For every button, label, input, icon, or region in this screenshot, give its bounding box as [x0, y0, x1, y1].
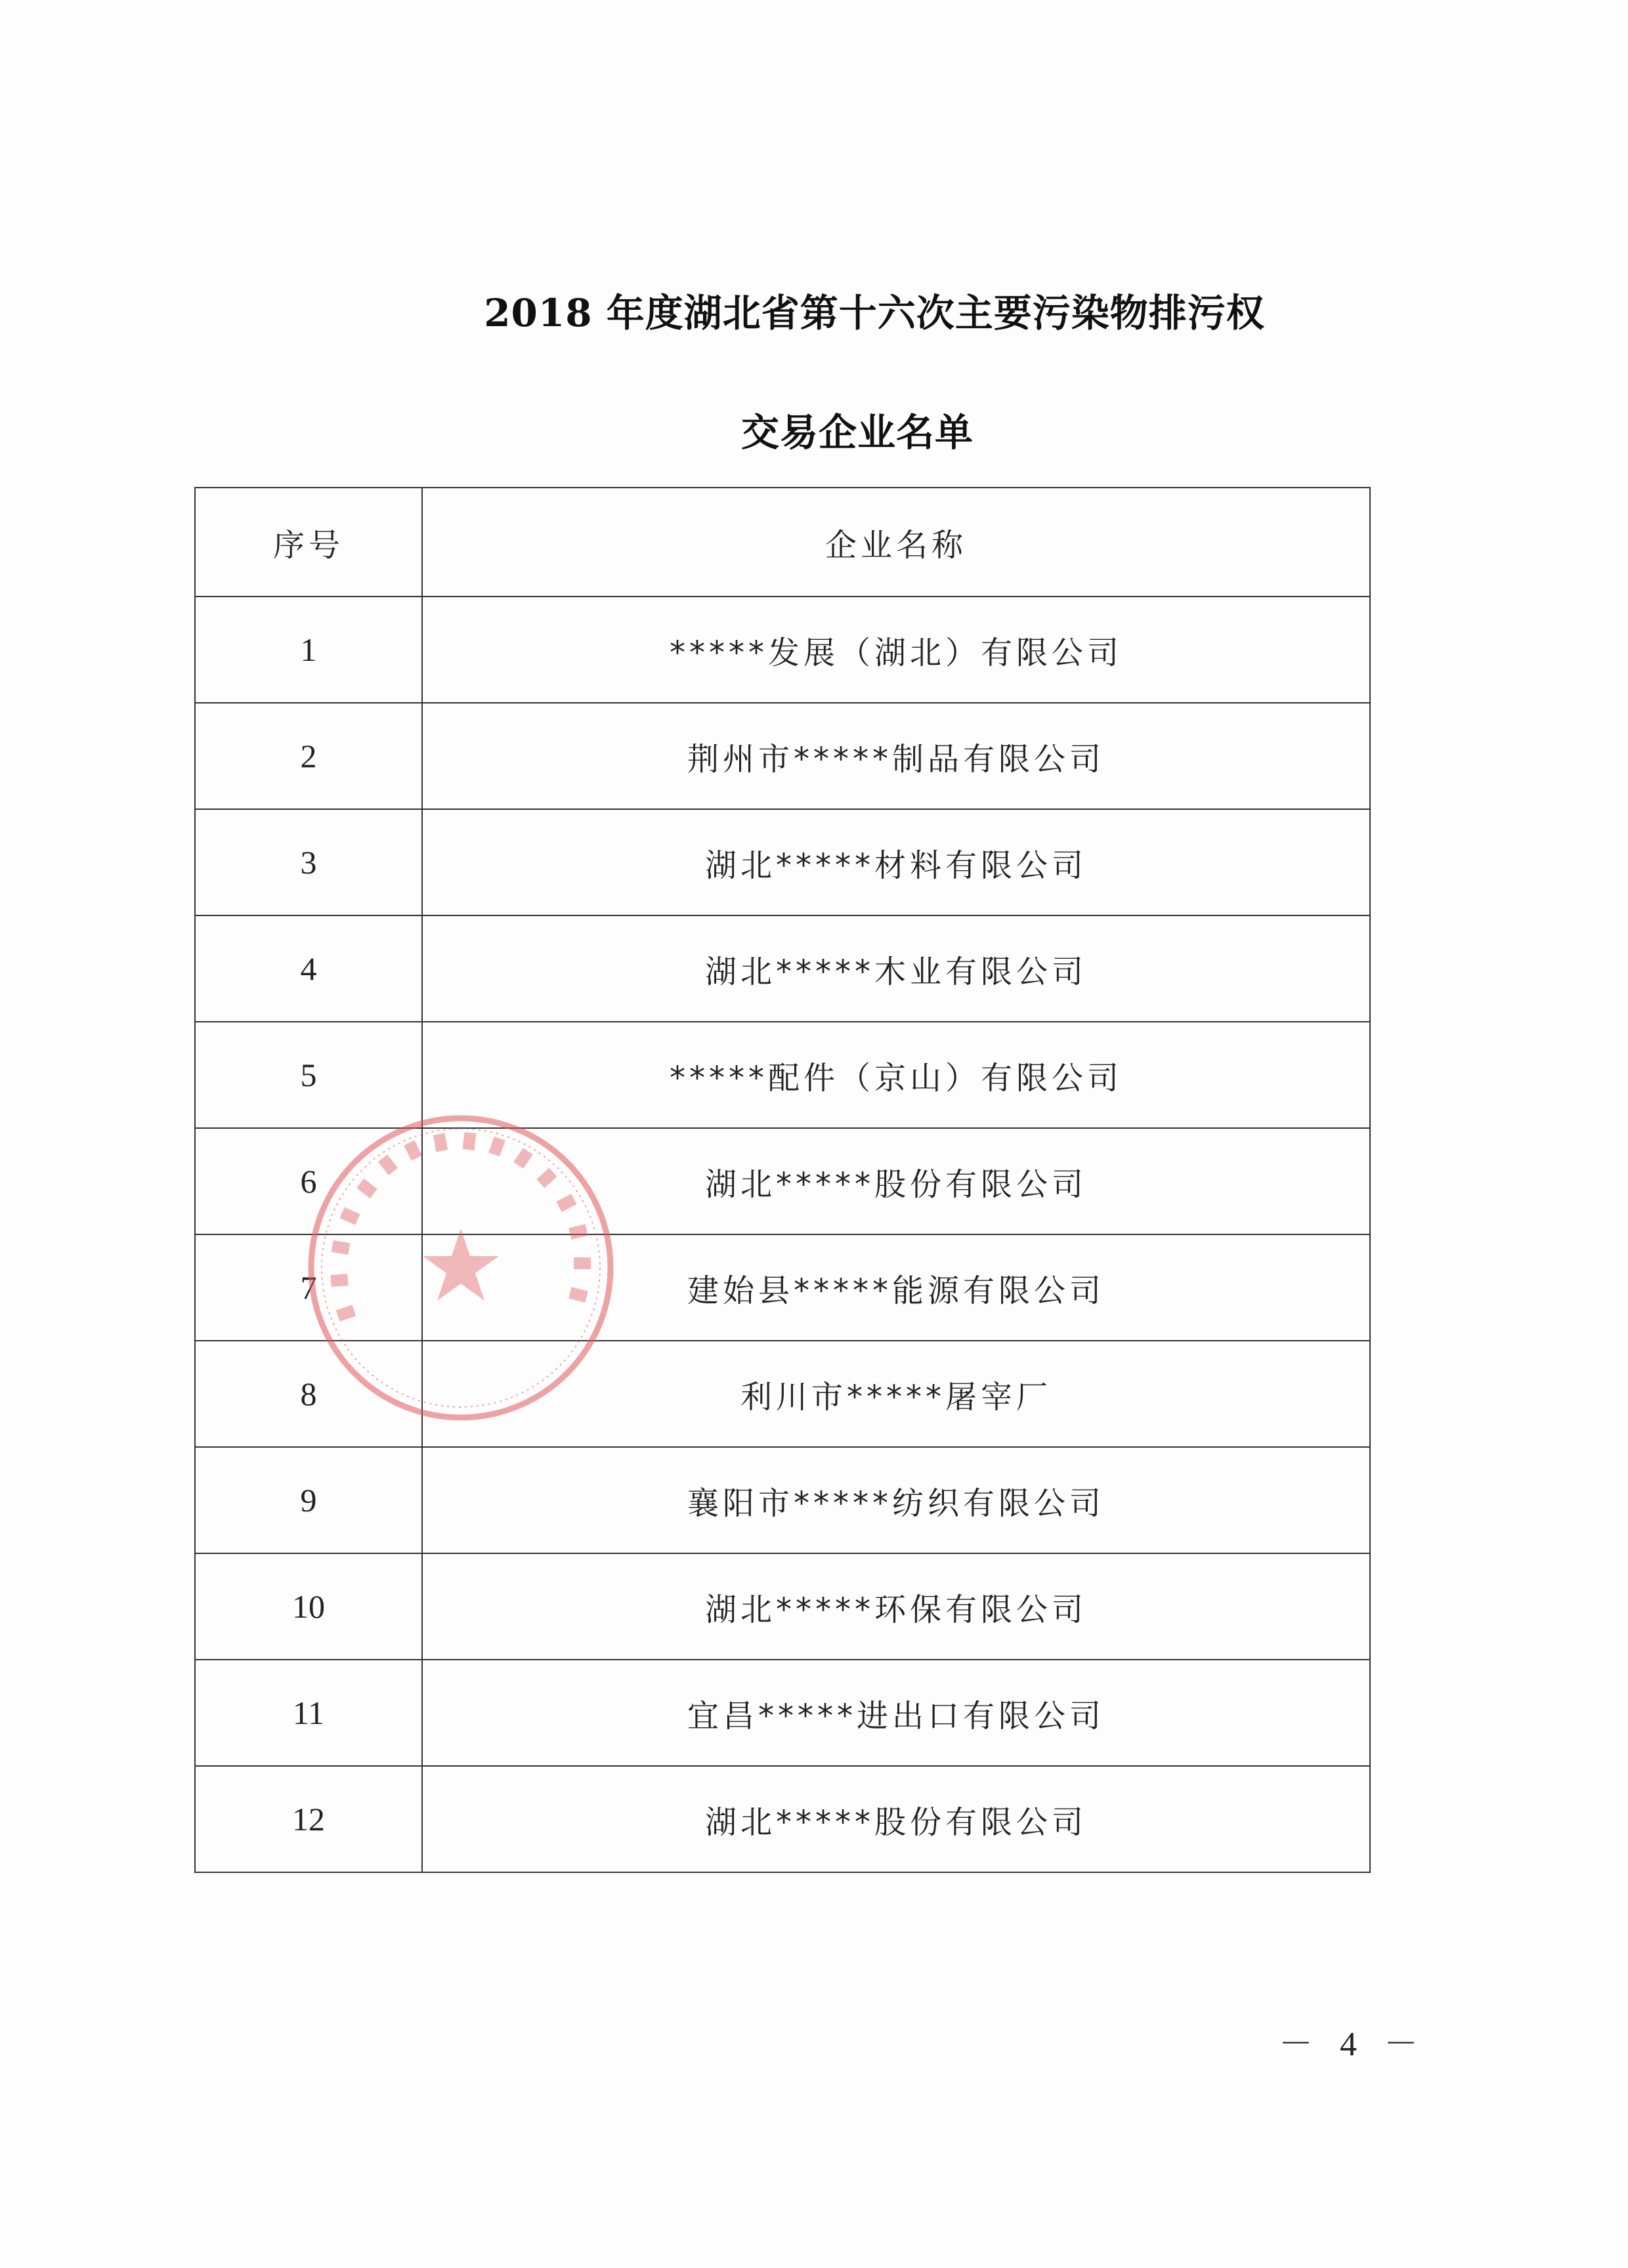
- row-index: 8: [195, 1341, 422, 1447]
- header-index: 序号: [195, 488, 422, 597]
- table-row: [195, 1660, 1370, 1766]
- row-index: 11: [195, 1660, 422, 1766]
- row-index: 4: [195, 915, 422, 1022]
- table-row: [195, 1341, 1370, 1447]
- header-name: 企业名称: [422, 488, 1370, 597]
- row-index: 12: [195, 1766, 422, 1872]
- table-row: [195, 1022, 1370, 1128]
- row-enterprise-name: 宜昌*****进出口有限公司: [422, 1660, 1370, 1766]
- document-subtitle: 交易企业名单: [740, 410, 974, 455]
- row-enterprise-name: 湖北*****材料有限公司: [422, 809, 1370, 915]
- row-enterprise-name: *****发展（湖北）有限公司: [422, 597, 1370, 703]
- table-row: [195, 1447, 1370, 1553]
- table-body: [195, 597, 1370, 1872]
- enterprise-table: [194, 487, 1371, 1873]
- row-enterprise-name: 湖北*****环保有限公司: [422, 1553, 1370, 1660]
- table-row: [195, 1766, 1370, 1872]
- row-index: 3: [195, 809, 422, 915]
- table-header-row: [195, 488, 1370, 597]
- table-row: [195, 1553, 1370, 1660]
- page-number: － 4 －: [1278, 2026, 1427, 2063]
- row-index: 1: [195, 597, 422, 703]
- table-row: [195, 703, 1370, 809]
- table-row: [195, 1234, 1370, 1341]
- row-enterprise-name: *****配件（京山）有限公司: [422, 1022, 1370, 1128]
- row-index: 10: [195, 1553, 422, 1660]
- enterprise-table-wrapper: [194, 487, 1369, 1873]
- row-enterprise-name: 湖北*****木业有限公司: [422, 915, 1370, 1022]
- row-enterprise-name: 襄阳市*****纺织有限公司: [422, 1447, 1370, 1553]
- row-enterprise-name: 建始县*****能源有限公司: [422, 1234, 1370, 1341]
- row-enterprise-name: 荆州市*****制品有限公司: [422, 703, 1370, 809]
- table-row: [195, 915, 1370, 1022]
- row-index: 6: [195, 1128, 422, 1234]
- table-row: [195, 1128, 1370, 1234]
- row-enterprise-name: 湖北*****股份有限公司: [422, 1766, 1370, 1872]
- table-row: [195, 809, 1370, 915]
- row-index: 7: [195, 1234, 422, 1341]
- row-index: 2: [195, 703, 422, 809]
- document-title: 2018 年度湖北省第十六次主要污染物排污权: [484, 291, 1265, 335]
- row-enterprise-name: 湖北*****股份有限公司: [422, 1128, 1370, 1234]
- table-row: [195, 597, 1370, 703]
- row-index: 5: [195, 1022, 422, 1128]
- row-index: 9: [195, 1447, 422, 1553]
- row-enterprise-name: 利川市*****屠宰厂: [422, 1341, 1370, 1447]
